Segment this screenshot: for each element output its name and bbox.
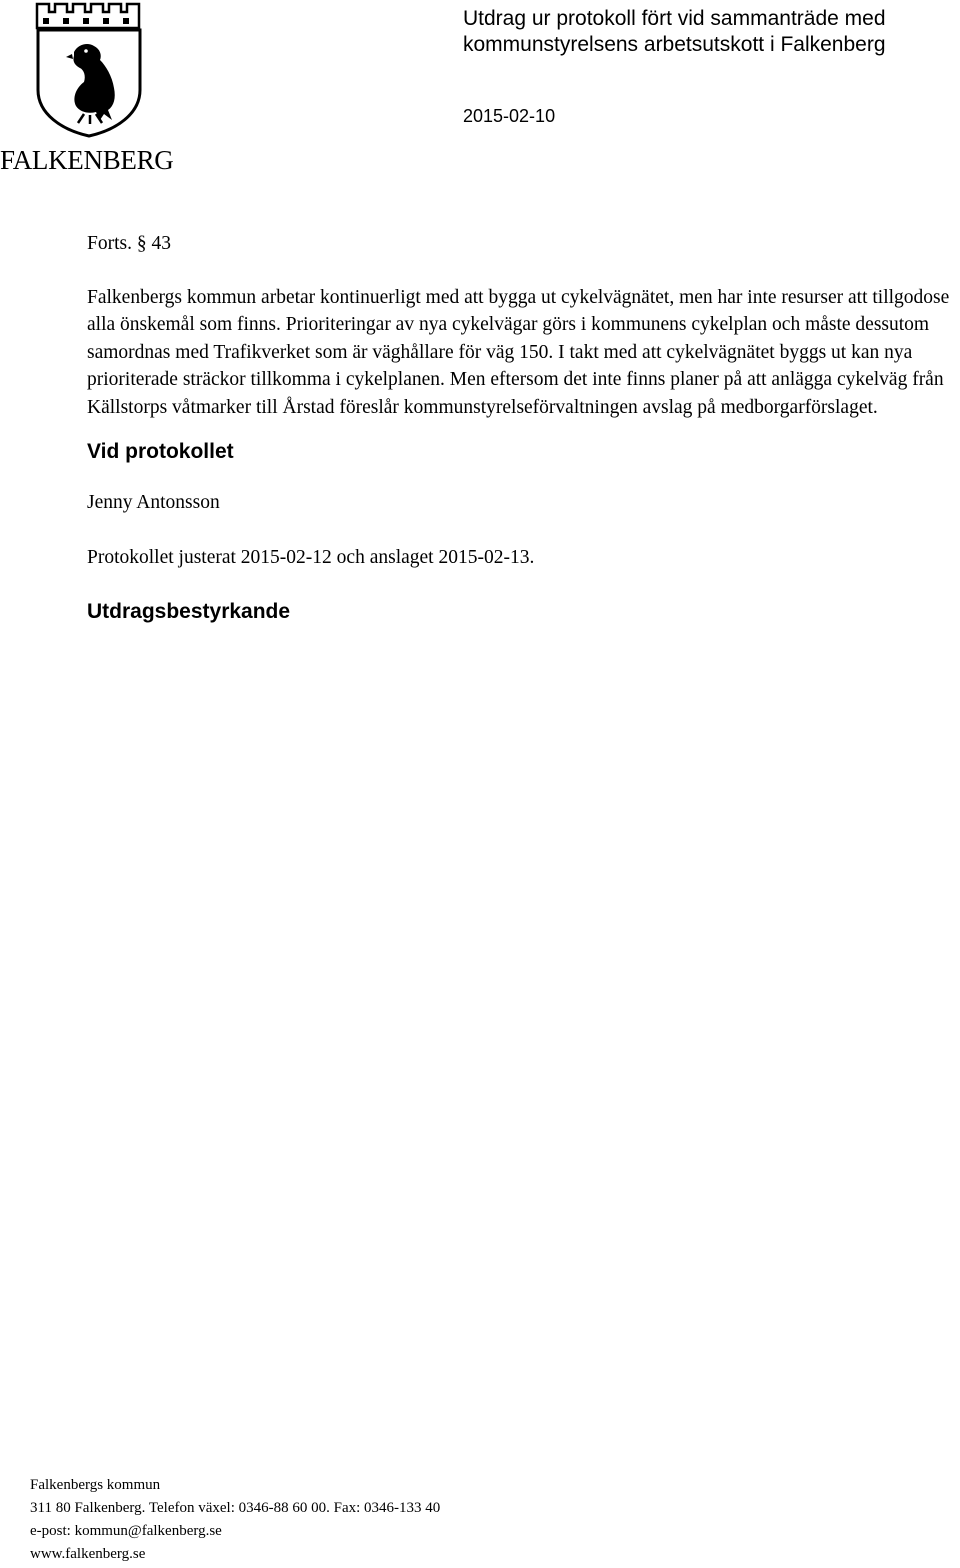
- municipality-logo: [0, 0, 178, 175]
- footer-website[interactable]: www.falkenberg.se: [30, 1546, 146, 1562]
- footer-address: 311 80 Falkenberg. Telefon växel: 0346-88 60 00. Fax: 0346-133 40: [30, 1500, 441, 1516]
- document-body: [87, 230, 957, 627]
- vid-protokollet-heading: Vid protokollet: [87, 440, 234, 463]
- signer-name: Jenny Antonsson: [87, 492, 220, 513]
- justering-note: Protokollet justerat 2015-02-12 och anslaget 2015-02-13.: [87, 546, 535, 568]
- footer-org: Falkenbergs kommun: [30, 1477, 161, 1493]
- falcon-coat-of-arms-icon: [34, 2, 144, 138]
- document-date: 2015-02-10: [463, 106, 556, 126]
- section-continuation: Forts. § 43: [87, 233, 171, 254]
- body-paragraph: Falkenbergs kommun arbetar kontinuerligt med att bygga ut cykelvägnätet, men har inte resurser att tillgodose alla önskemål som finns. Prioriteringar av nya cykelvägar görs i kommunens cykelplan och måste dessutom samordnas med Trafikverket som är väghållare för väg 150. I takt med att cykelvägnätet byggs ut kan nya prioriterade sträckor tillkomma i cykelplanen. Men eftersom det inte finns planer på att anlägga cykelväg från Källstorps våtmarker till Årstad föreslår kommunstyrelseförvaltningen avslag på medborgarförslaget.: [87, 286, 950, 418]
- document-title: [463, 6, 953, 58]
- logo-wordmark: FALKENBERG: [0, 145, 174, 175]
- document-title-line-1: Utdrag ur protokoll fört vid sammanträde med: [463, 7, 886, 30]
- footer: [30, 1474, 440, 1566]
- footer-email[interactable]: e-post: kommun@falkenberg.se: [30, 1523, 222, 1539]
- document-title-line-2: kommunstyrelsens arbetsutskott i Falkenberg: [463, 33, 886, 56]
- utdragsbestyrkande-heading: Utdragsbestyrkande: [87, 600, 291, 623]
